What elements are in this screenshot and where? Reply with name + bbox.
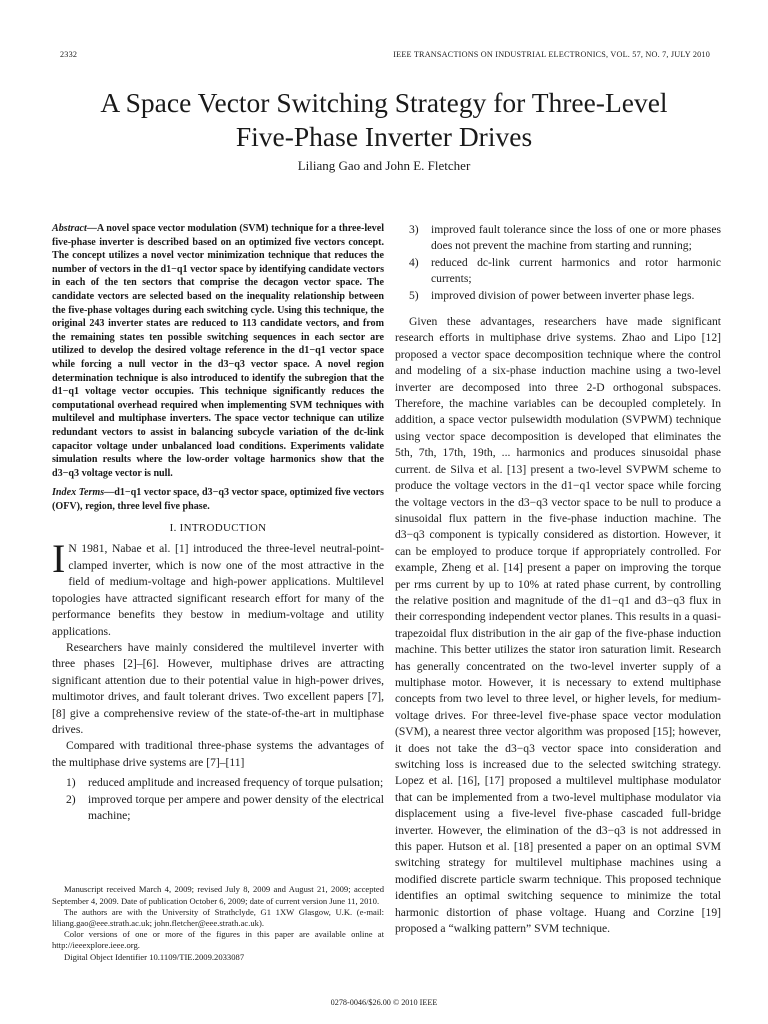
list-item: [395, 255, 721, 288]
list-text: reduced amplitude and increased frequency of torque pulsation;: [88, 776, 384, 790]
right-paragraph: Given these advantages, researchers have made significant research efforts in multiphase drive systems. Zhao and Lipo [12] proposed a vector space decomposition technique where the control and modeling of a six-phase induction machine using a two-level inverter are decomposed into three 2-D orthogonal subspaces. Therefore, the machine variables can be decoupled completely. In addition, a space vector pulsewidth modulation (SVPWM) technique using vector space decomposition is developed that eliminates the 5th, 7th, 17th, 19th, ... harmonics and produces sinusoidal phase current. de Silva et al. [13] present a two-level SVPWM scheme to produce the voltage vectors in the d1−q1 vector space while forcing the voltage vectors in the d3−q3 vector space to be null to produce a sinusoidal flux pattern in the five-phase induction machine. The d3−q3 component is typically considered as distortion. However, it can be employed to produce torque if appropriately controlled. For example, Zheng et al. [14] present a paper on improving the torque per rms current by up to 10% at rated phase current, by controlling the relative position and magnitude of the d1−q1 and d3−q3 flux in their corresponding independent vector planes. This results in a quasi-trapezoidal flux distribution in the air gap of the five-phase induction machine. This better utilizes the stator iron saturation limit. Research has generally concentrated on the two-level inverter supply of a multiphase motor. However, it is necessary to extend multiphase concepts from two level to three level, or higher levels, for medium-voltage drives. For three-level five-phase space vector modulation (SVM), a nearest three vector algorithm was proposed [15]; however, it does not take the d3−q3 vector space into consideration and switching loss is increased due to the selected switching strategy. Lopez et al. [16], [17] proposed a multilevel multiphase modulator that can be implemented from a two-level multiphase modulator via displacement using a five-level five-phase cascaded full-bridge inverter. However, the elimination of the d3−q3 is not addressed in this paper. Hutson et al. [18] presented a paper on an optimal SVM switching strategy for multilevel multiphase machines using a modified discrete particle swarm technique. This proposed technique identifies an optimal switching sequence to minimize the total harmonic distortion of phase voltage. Huang and Corzine [19] proposed a “walking pattern” SVM technique.: [395, 315, 721, 936]
index-terms: [52, 486, 384, 513]
paper-title: [40, 86, 728, 154]
list-item: [395, 288, 721, 304]
list-number: 5): [409, 288, 419, 302]
right-column: [395, 222, 721, 937]
list-text: improved fault tolerance since the loss of one or more phases does not prevent the machine from starting and running;: [431, 223, 721, 253]
list-number: 4): [409, 255, 419, 269]
list-item: [52, 792, 384, 825]
list-text: improved torque per ampere and power density of the electrical machine;: [88, 792, 384, 822]
copyright-footer: 0278-0046/$26.00 © 2010 IEEE: [330, 998, 438, 1007]
list-number: 1): [66, 776, 76, 790]
footnote-doi: Digital Object Identifier 10.1109/TIE.2009.2033087: [64, 951, 245, 962]
section-heading: I. INTRODUCTION: [169, 522, 267, 535]
drop-cap: I: [52, 536, 66, 582]
intro-paragraph-2: Researchers have mainly considered the multilevel inverter with three phases [2]–[6]. However, multiphase drives are attracting significant attention due to their potential value in high-power drives, multimotor drives, and fault tolerant drives. Two excellent papers [7], [8] give a comprehensive review of the state-of-the-art in multiphase drives.: [52, 640, 384, 736]
footnote-color: Color versions of one or more of the figures in this paper are available online at http://ieeexplore.ieee.org.: [52, 929, 384, 951]
abstract-text: —A novel space vector modulation (SVM) technique for a three-level five-phase inverter is described based on an optimized five vectors concept. The concept utilizes a novel vector minimization technique that reduces the number of vectors in the d1−q1 vector space by identifying candidate vectors in each of the ten sectors that comprise the decagon vector space. The candidate vectors are selected based on the inequality relationship between the five-phase voltages during each switching cycle. Using this technique, the original 243 inverter states are reduced to 113 candidate vectors, and from the remaining states ten possible switching sequences in each sector are utilized to develop the desired voltage reference in the d1−q1 vector space while forcing a null vector in the d3−q3 vector space. A novel region determination technique is also introduced to identify the subregion that the d1−q1 voltage vector occupies. This technique significantly reduces the computational overhead required when implementing SVM techniques with multilevel and multiphase inverters. The space vector technique can utilize redundant vectors to assist in balancing subcycle variation of the dc-link capacitor voltage under unbalanced load conditions. Experiments validate simulation results where the low-order voltage harmonics show that the d3−q3 voltage vector is null.: [52, 223, 384, 479]
list-item: [52, 775, 384, 791]
page-number: 2332: [60, 50, 78, 59]
intro-paragraph-3: Compared with traditional three-phase systems the advantages of the multiphase drive systems are [7]–[11]: [52, 739, 384, 769]
list-text: improved division of power between inverter phase legs.: [431, 288, 695, 302]
left-column: [52, 222, 384, 963]
index-terms-label: Index Terms: [52, 487, 105, 499]
advantages-list-right: [395, 222, 721, 304]
intro-p1-text: N 1981, Nabae et al. [1] introduced the three-level neutral-point-clamped inverter, which is now one of the most attractive in the field of medium-voltage and high-power applications. Multilevel topologies have attracted significant research effort for many of the performance benefits they bestow in medium-voltage and utility applications.: [52, 542, 384, 638]
footnote-manuscript: Manuscript received March 4, 2009; revised July 8, 2009 and August 21, 2009; accepted September 4, 2009. Date of publication October 6, 2009; date of current version June 11, 2010.: [52, 884, 384, 906]
journal-header: IEEE TRANSACTIONS ON INDUSTRIAL ELECTRONICS, VOL. 57, NO. 7, JULY 2010: [393, 50, 710, 59]
advantages-list-left: [52, 775, 384, 824]
abstract-label: Abstract: [52, 223, 87, 234]
list-text: reduced dc-link current harmonics and rotor harmonic currents;: [431, 255, 721, 286]
index-terms-text: —d1−q1 vector space, d3−q3 vector space, optimized five vectors (OFV), region, three level five phase.: [52, 487, 384, 512]
list-item: [395, 222, 721, 255]
title-line-1: A Space Vector Switching Strategy for Three-Level: [100, 87, 668, 118]
abstract: [52, 222, 384, 480]
footnotes: [52, 884, 384, 962]
list-number: 3): [409, 223, 419, 236]
intro-paragraph-1: [52, 536, 384, 639]
title-line-2: Five-Phase Inverter Drives: [235, 121, 533, 152]
authors: Liliang Gao and John E. Fletcher: [297, 158, 471, 173]
footnote-affiliation: The authors are with the University of Strathclyde, G1 1XW Glasgow, U.K. (e-mail: liliang.gao@eee.strath.ac.uk; john.fletcher@eee.strath.ac.uk).: [52, 906, 384, 928]
list-number: 2): [66, 792, 76, 806]
